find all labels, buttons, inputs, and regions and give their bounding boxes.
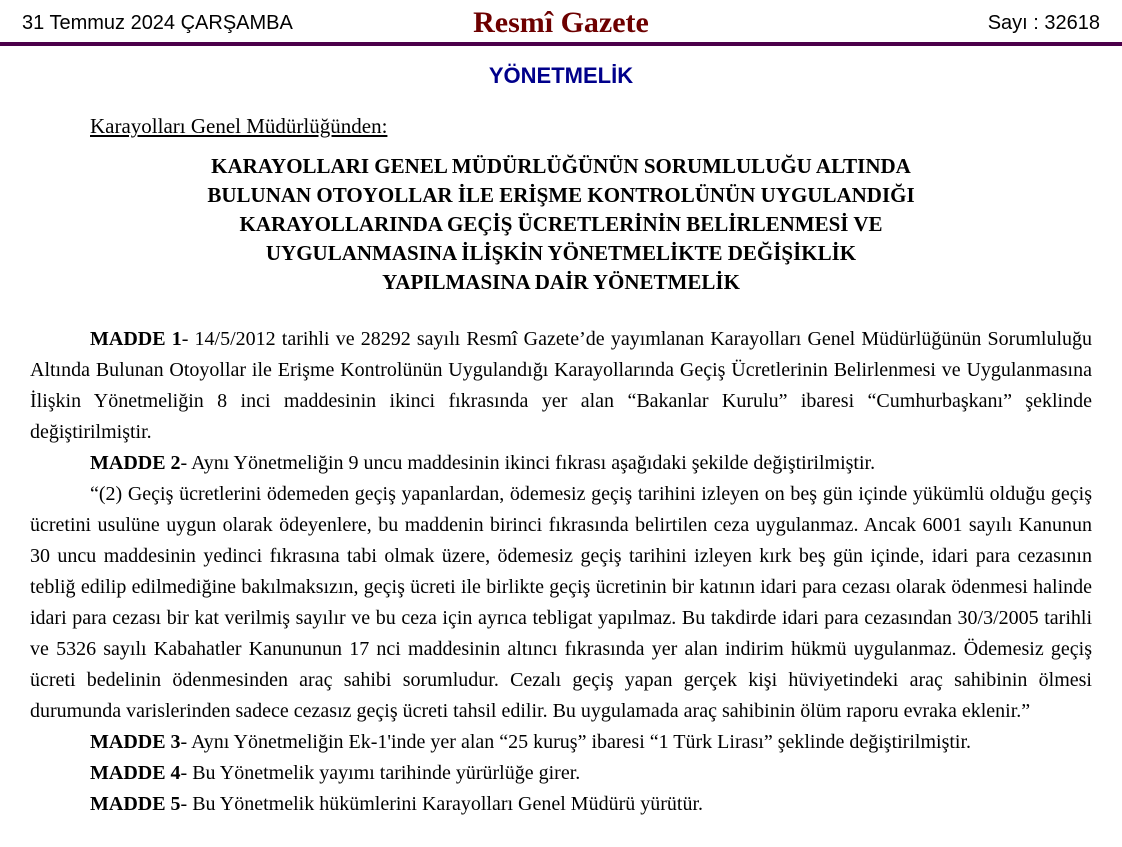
article-madde-5: [30, 789, 1092, 820]
issue-number: Sayı : 32618: [987, 11, 1100, 34]
masthead: [0, 0, 1122, 42]
document-body: [30, 324, 1092, 820]
section-heading: YÖNETMELİK: [488, 63, 634, 88]
document-title-line: UYGULANMASINA İLİŞKİN YÖNETMELİKTE DEĞİŞİKLİK: [265, 241, 857, 265]
article-text: - Bu Yönetmelik hükümlerini Karayolları Genel Müdürü yürütür.: [180, 793, 704, 815]
article-madde-2: [30, 448, 1092, 479]
document-title-line: YAPILMASINA DAİR YÖNETMELİK: [382, 270, 740, 294]
document-title: [131, 152, 991, 297]
article-lead: MADDE 2: [90, 452, 181, 474]
document-title-line: BULUNAN OTOYOLLAR İLE ERİŞME KONTROLÜNÜN UYGULANDIĞI: [207, 183, 915, 207]
article-quoted-paragraph: [30, 479, 1092, 727]
article-text: - Aynı Yönetmeliğin Ek-1'inde yer alan “25 kuruş” ibaresi “1 Türk Lirası” şeklinde değiştirilmiştir.: [180, 731, 972, 753]
issuer-line: Karayolları Genel Müdürlüğünden:: [90, 114, 388, 138]
article-lead: MADDE 3: [90, 731, 181, 753]
issue-date: 31 Temmuz 2024 ÇARŞAMBA: [22, 11, 293, 34]
masthead-divider: [0, 42, 1122, 46]
article-lead: MADDE 4: [90, 762, 181, 784]
article-madde-3: [30, 727, 1092, 758]
article-text: - Bu Yönetmelik yayımı tarihinde yürürlüğe girer.: [180, 762, 581, 784]
article-text: “(2) Geçiş ücretlerini ödemeden geçiş yapanlardan, ödemesiz geçiş tarihini izleyen on beş gün içinde yükümlü olduğu geçiş ücretini usulüne uygun olarak ödeyenlere, bu maddenin birinci fıkrasında belirtilen ceza uygulanmaz. Ancak 6001 sayılı Kanunun 30 uncu maddesinin yedinci fıkrasına tabi olmak üzere, ödemesiz geçiş tarihini izleyen kırk beş gün içinde, idari para cezasının tebliğ edilip edilmediğine bakılmaksızın, geçiş ücreti ile birlikte geçiş ücretinin bir katının idari para cezası olarak ödenmesi halinde idari para cezası bir kat verilmiş sayılır ve bu ceza için ayrıca tebligat yapılmaz. Bu takdirde idari para cezasından 30/3/2005 tarihli ve 5326 sayılı Kabahatler Kanununun 17 nci maddesinin altıncı fıkrasında yer alan indirim hükmü uygulanmaz. Ödemesiz geçiş ücreti bedelinin ödenmesinden araç sahibi sorumludur. Cezalı geçiş yapan gerçek kişi hüviyetindeki araç sahibinin ölmesi durumunda varislerinden sadece cezasız geçiş ücreti tahsil edilir. Bu uygulamada araç sahibinin ölüm raporu evraka eklenir.”: [30, 483, 1092, 722]
article-madde-4: [30, 758, 1092, 789]
document-title-line: KARAYOLLARINDA GEÇİŞ ÜCRETLERİNİN BELİRLENMESİ VE: [239, 212, 883, 236]
article-lead: MADDE 1: [90, 328, 182, 350]
article-madde-1: [30, 324, 1092, 448]
document-title-line: KARAYOLLARI GENEL MÜDÜRLÜĞÜNÜN SORUMLULUĞU ALTINDA: [211, 154, 911, 178]
article-lead: MADDE 5: [90, 793, 181, 815]
article-text: - Aynı Yönetmeliğin 9 uncu maddesinin ikinci fıkrası aşağıdaki şekilde değiştirilmiştir.: [180, 452, 876, 474]
article-text: - 14/5/2012 tarihli ve 28292 sayılı Resmî Gazete’de yayımlanan Karayolları Genel Müdürlüğünün Sorumluluğu Altında Bulunan Otoyollar ile Erişme Kontrolünün Uygulandığı Karayollarında Geçiş Ücretlerinin Belirlenmesi ve Uygulanmasına İlişkin Yönetmeliğin 8 inci maddesinin ikinci fıkrasında yer alan “Bakanlar Kurulu” ibaresi “Cumhurbaşkanı” şeklinde değiştirilmiştir.: [30, 328, 1092, 443]
gazette-title: Resmî Gazete: [473, 6, 649, 39]
